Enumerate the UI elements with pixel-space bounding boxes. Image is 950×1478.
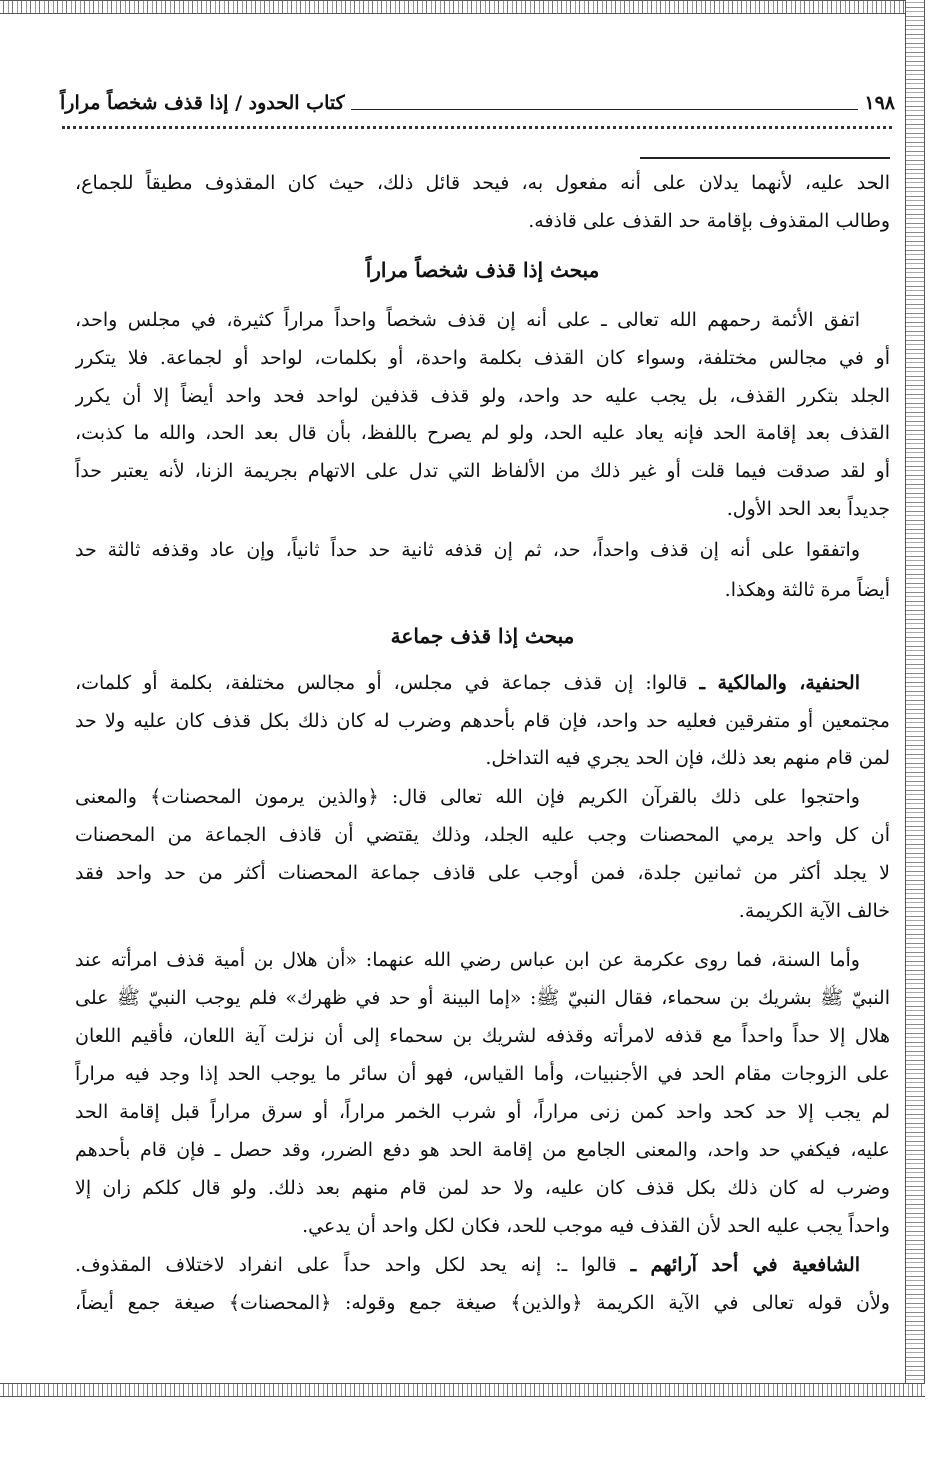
page-number: ١٩٨ [864, 92, 895, 114]
text-line: واحداً يجب عليه الحد لأن القذف فيه موجب للحد، فكان لكل واحد أن يدعي. [302, 1215, 890, 1237]
text-line: لا يجلد أكثر من ثمانين جلدة، فمن أوجب على قاذف جماعة المحصنات أكثر من حد واحد فقد [75, 862, 890, 884]
text-line: عليه، فيكفي حد واحد، والمعنى الجامع من إقامة الحد هو دفع الضرر، وقد حصل ـ فإن قام بأحدهم [75, 1139, 890, 1161]
dotted-divider [62, 126, 892, 129]
text-line: الجلد بتكرر القذف، بل يجب عليه حد واحد، ولو قذف قذفين لواحد فحد واحد أيضاً إلا أن يكرر [75, 385, 890, 407]
text-line: أيضاً مرة ثالثة وهكذا. [724, 579, 890, 601]
text-line: لم يجب إلا حد كحد واحد كمن زنى مراراً، أو شرب الخمر مراراً، أو سرق مراراً قبل إقامة الحد [75, 1101, 890, 1123]
text-line: مجتمعين أو متفرقين فعليه حد واحد، فإن قام بأحدهم وضرب له كان ذلك بكل قذف كان عليه ولا حد [75, 710, 890, 732]
section-heading: مبحث إذا قذف شخصاً مراراً [365, 258, 600, 282]
text-line: واتفقوا على أنه إن قذف واحداً، حد، ثم إن قذفه ثانية حد حداً ثانياً، وإن عاد وقذفه ثالثة حد [75, 539, 860, 561]
text-line: على الزوجات مقام الحد في الأجنبيات، وأما القياس، فهو أن سائر ما يوجب الحد إذا وجد فيه مراراً [75, 1063, 890, 1085]
text-line: القذف بعد إقامة الحد فإنه يعاد عليه الحد، ولو لم يصرح باللفظ، بأن قال بعد الحد، والله ما كذبت، [75, 422, 890, 444]
text-line: واحتجوا على ذلك بالقرآن الكريم فإن الله تعالى قال: ﴿والذين يرمون المحصنات﴾ والمعنى [75, 786, 860, 808]
text-line: جديداً بعد الحد الأول. [726, 498, 890, 520]
text-line: وضرب له كان ذلك بكل قذف كان عليه، ولا حد لمن قام منهم بعد ذلك. ولو قال كلكم زان إلا [75, 1177, 890, 1199]
section-heading: مبحث إذا قذف جماعة [390, 624, 575, 648]
text-line: هلال إلا حداً واحداً مع قذفه لامرأته وقذفه لشريك بن سحماء إلى أن نزلت آية اللعان، فأقيم اللعان [75, 1025, 890, 1047]
text-line: لمن قام منهم بعد ذلك، فإن الحد يجري فيه التداخل. [485, 747, 890, 769]
running-header [60, 86, 895, 120]
ornamental-border-bottom [0, 1383, 925, 1397]
text-line: الحنفية، والمالكية ـ قالوا: إن قذف جماعة في مجلس، أو مجالس مختلفة، بكلمة أو كلمات، [75, 672, 860, 694]
text-line: الشافعية في أحد آرائهم ـ قالوا ـ: إنه يحد لكل واحد حداً على انفراد لاختلاف المقذوف. [75, 1254, 860, 1276]
text-line: خالف الآية الكريمة. [738, 900, 890, 922]
school-name-hanafi-maliki: الحنفية، والمالكية ـ [699, 672, 860, 694]
text-line: ولأن قوله تعالى في الآية الكريمة ﴿والذين﴾ صيغة جمع وقوله: ﴿المحصنات﴾ صيغة جمع أيضاً، [75, 1292, 890, 1314]
text-line: أن كل واحد يرمي المحصنات وجب عليه الجلد، وذلك يقتضي أن قاذف الجماعة من المحصنات [75, 824, 890, 846]
text-line: وأما السنة، فما روى عكرمة عن ابن عباس رضي الله عنهما: «أن هلال بن أمية قذف امرأته عند [75, 949, 860, 971]
ornamental-border-right [905, 0, 925, 1397]
running-title: كتاب الحدود / إذا قذف شخصاً مراراً [60, 92, 345, 114]
short-rule [640, 157, 890, 159]
ornamental-border-top [0, 0, 925, 14]
text-line: أو لقد صدقت فيما قلت أو غير ذلك من الألفاظ التي تدل على الاتهام بجريمة الزنا، لأنه يعتبر حداً [75, 460, 890, 482]
text-line: وطالب المقذوف بإقامة حد القذف على قاذفه. [528, 210, 890, 232]
header-rule [351, 97, 859, 110]
school-name-shafii: الشافعية في أحد آرائهم ـ [630, 1254, 860, 1276]
text-line: أو في مجالس مختلفة، وسواء كان القذف بكلمة واحدة، أو بكلمات، لواحد أو لجماعة. فلا يتكرر [75, 347, 890, 369]
text-line: اتفق الأئمة رحمهم الله تعالى ـ على أنه إن قذف شخصاً واحداً مراراً كثيرة، في مجلس واحد، [75, 309, 860, 331]
text-line: النبيّ ﷺ بشريك بن سحماء، فقال النبيّ ﷺ: «إما البينة أو حد في ظهرك» فلم يوجب النبيّ ﷺ على [75, 987, 890, 1009]
text-line: الحد عليه، لأنهما يدلان على أنه مفعول به، فيحد قائل ذلك، حيث كان المقذوف مطيقاً للجماع، [75, 172, 890, 194]
